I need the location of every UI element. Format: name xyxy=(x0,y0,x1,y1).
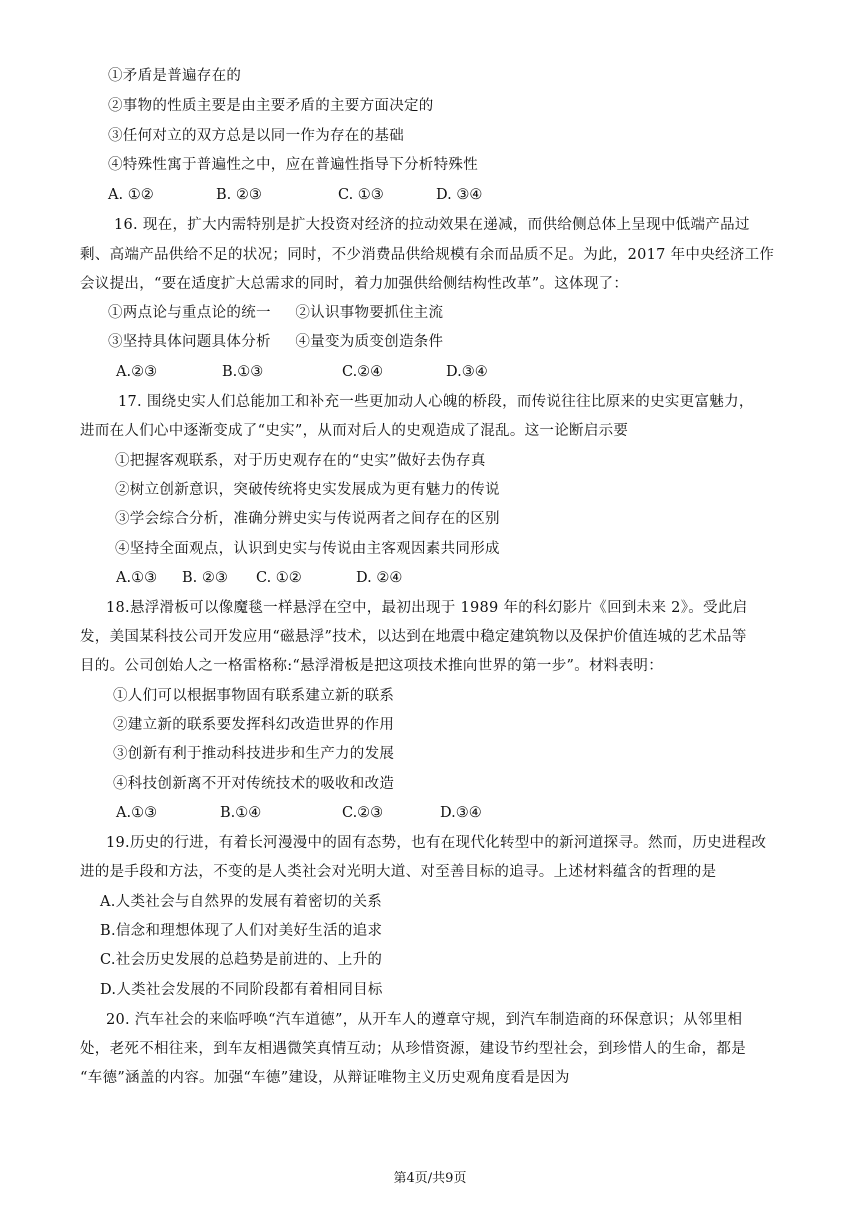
q15-option-c[interactable]: C. ①③ xyxy=(338,187,384,203)
q18-statement-4: ④科技创新离不开对传统技术的吸收和改造 xyxy=(113,776,395,792)
q18-option-a[interactable]: A.①③ xyxy=(116,805,158,821)
q15-statement-2: ②事物的性质主要是由主要矛盾的主要方面决定的 xyxy=(108,98,434,114)
q16-option-b[interactable]: B.①③ xyxy=(222,364,264,380)
q15-option-b[interactable]: B. ②③ xyxy=(216,187,262,203)
q17-stem-line-2: 进而在人们心中逐渐变成了“史实”，从而对后人的史观造成了混乱。这一论断启示要 xyxy=(80,423,629,439)
q16-option-a[interactable]: A.②③ xyxy=(116,364,158,380)
q18-option-b[interactable]: B.①④ xyxy=(220,805,262,821)
q18-option-d[interactable]: D.③④ xyxy=(440,805,482,821)
q15-statement-4: ④特殊性寓于普遍性之中，应在普遍性指导下分析特殊性 xyxy=(108,157,478,173)
q15-option-a[interactable]: A. ①② xyxy=(108,187,154,203)
q16-stem-line-2: 剩、高端产品供给不足的状况；同时，不少消费品供给规模有余而品质不足。为此，2017 年中央经济工作 xyxy=(80,247,775,263)
q18-option-c[interactable]: C.②③ xyxy=(342,805,384,821)
q19-stem-line-1: 19.历史的行进，有着长河漫漫中的固有态势，也有在现代化转型中的新河道探寻。然而，历史进程改 xyxy=(106,835,767,851)
q18-stem-line-3: 目的。公司创始人之一格雷格称:“悬浮滑板是把这项技术推向世界的第一步”。材料表明： xyxy=(80,658,664,674)
q16-statements-row-1: ①两点论与重点论的统一 ②认识事物要抓住主流 xyxy=(108,305,444,321)
q19-option-a[interactable]: A.人类社会与自然界的发展有着密切的关系 xyxy=(100,894,383,910)
q18-stem-line-2: 发，美国某科技公司开发应用“磁悬浮”技术，以达到在地震中稳定建筑物以及保护价值连城的艺术品等 xyxy=(80,629,747,645)
q17-option-d[interactable]: D. ②④ xyxy=(356,570,403,586)
q19-option-c[interactable]: C.社会历史发展的总趋势是前进的、上升的 xyxy=(100,952,383,968)
q17-option-c[interactable]: C. ①② xyxy=(256,570,302,586)
q16-stem-line-1: 16. 现在，扩大内需特别是扩大投资对经济的拉动效果在递减，而供给侧总体上呈现中低端产品过 xyxy=(114,217,750,233)
q17-option-a[interactable]: A.①③ xyxy=(116,570,158,586)
q17-stem-line-1: 17. 围绕史实人们总能加工和补充一些更加动人心魄的桥段，而传说往往比原来的史实更富魅力， xyxy=(118,394,754,410)
q19-option-b[interactable]: B.信念和理想体现了人们对美好生活的追求 xyxy=(100,923,383,939)
q15-statement-3: ③任何对立的双方总是以同一作为存在的基础 xyxy=(108,128,404,144)
q18-statement-3: ③创新有利于推动科技进步和生产力的发展 xyxy=(113,746,395,762)
q18-stem-line-1: 18.悬浮滑板可以像魔毯一样悬浮在空中，最初出现于 1989 年的科幻影片《回到未来 2》。受此启 xyxy=(106,600,748,616)
q15-option-d[interactable]: D. ③④ xyxy=(436,187,483,203)
q17-statement-1: ①把握客观联系，对于历史观存在的“史实”做好去伪存真 xyxy=(115,453,486,469)
q17-statement-4: ④坚持全面观点，认识到史实与传说由主客观因素共同形成 xyxy=(115,541,500,557)
q17-statement-2: ②树立创新意识，突破传统将史实发展成为更有魅力的传说 xyxy=(115,482,500,498)
q19-stem-line-2: 进的是手段和方法，不变的是人类社会对光明大道、对至善目标的追寻。上述材料蕴含的哲理的是 xyxy=(80,864,717,880)
q16-option-d[interactable]: D.③④ xyxy=(446,364,488,380)
page-number-footer: 第4页/共9页 xyxy=(393,1171,467,1186)
q16-option-c[interactable]: C.②④ xyxy=(342,364,384,380)
q16-statements-row-2: ③坚持具体问题具体分析 ④量变为质变创造条件 xyxy=(108,334,444,350)
q16-stem-line-3: 会议提出，“要在适度扩大总需求的同时，着力加强供给侧结构性改革”。这体现了： xyxy=(80,276,629,292)
q18-statement-2: ②建立新的联系要发挥科幻改造世界的作用 xyxy=(113,717,395,733)
q20-stem-line-2: 处，老死不相往来，到车友相遇微笑真情互动；从珍惜资源，建设节约型社会，到珍惜人的生命，都是 xyxy=(80,1041,746,1057)
q15-statement-1: ①矛盾是普遍存在的 xyxy=(108,68,242,84)
q20-stem-line-1: 20. 汽车社会的来临呼唤“汽车道德”，从开车人的遵章守规，到汽车制造商的环保意识；从邻里相 xyxy=(106,1012,743,1028)
q19-option-d[interactable]: D.人类社会发展的不同阶段都有着相同目标 xyxy=(100,982,383,998)
q17-statement-3: ③学会综合分析，准确分辨史实与传说两者之间存在的区别 xyxy=(115,511,500,527)
q17-option-b[interactable]: B. ②③ xyxy=(182,570,228,586)
q20-stem-line-3: “车德”涵盖的内容。加强“车德”建设，从辩证唯物主义历史观角度看是因为 xyxy=(80,1070,570,1086)
q18-statement-1: ①人们可以根据事物固有联系建立新的联系 xyxy=(113,688,395,704)
